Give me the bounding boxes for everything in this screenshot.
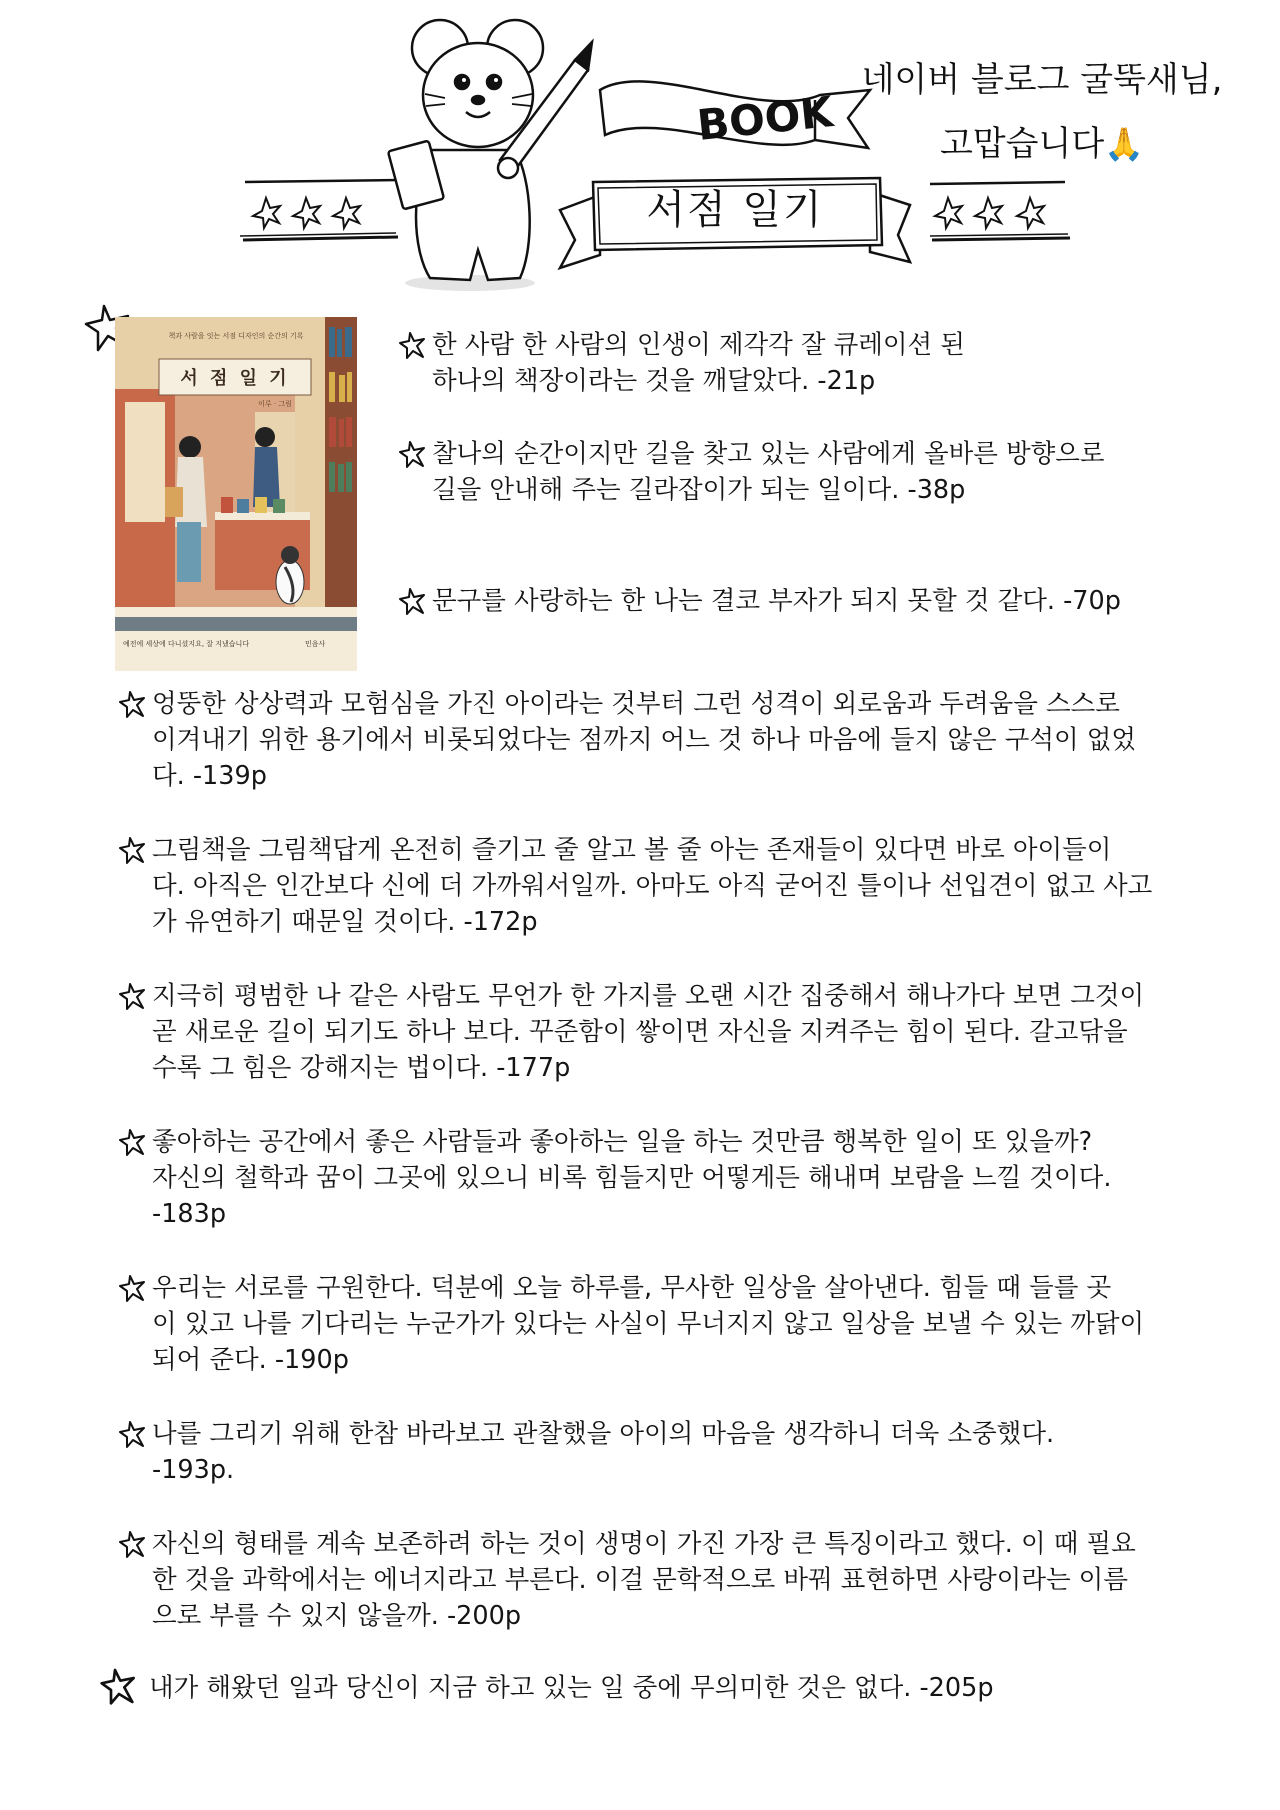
star-bullet-icon xyxy=(398,330,428,360)
cover-footer: 예전에 세상에 다니셨지요, 잘 지냈습니다 xyxy=(123,640,250,648)
quote-line: 다. -139p xyxy=(152,761,267,791)
star-bullet-icon xyxy=(99,1666,139,1706)
star-bullet-icon xyxy=(118,1529,148,1559)
quote-line: 엉뚱한 상상력과 모험심을 가진 아이라는 것부터 그런 성격이 외로움과 두려움을 스스로 xyxy=(152,689,1120,719)
cover-subtitle: 책과 사람을 잇는 서점 디자인의 순간의 기록 xyxy=(168,332,304,340)
star-bullet-icon xyxy=(118,689,148,719)
book-ribbon-text: BOOK xyxy=(694,87,836,150)
star-bullet-icon xyxy=(398,439,428,469)
page-title: 서점 일기 xyxy=(646,187,824,233)
quote-line: 나를 그리기 위해 한참 바라보고 관찰했을 아이의 마음을 생각하니 더욱 소중했다. xyxy=(152,1419,1055,1449)
star-bullet-icon xyxy=(118,1127,148,1157)
cover-publisher: 민음사 xyxy=(305,640,326,648)
quote-item xyxy=(118,1270,1228,1378)
quote-line: 내가 해왔던 일과 당신이 지금 하고 있는 일 중에 무의미한 것은 없다. -205p xyxy=(149,1673,994,1703)
quote-item xyxy=(118,686,1228,794)
book-cover-image xyxy=(115,317,357,671)
quote-item xyxy=(118,832,1228,940)
quote-line: 하나의 책장이라는 것을 깨달았다. -21p xyxy=(432,366,876,396)
left-star-strip xyxy=(240,180,400,240)
quote-item xyxy=(398,436,1248,508)
page-header xyxy=(0,0,1280,300)
mouse-mascot-icon xyxy=(388,20,592,291)
quote-line: 이겨내기 위한 용기에서 비롯되었다는 점까지 어느 것 하나 마음에 들지 않은 구석이 없었 xyxy=(152,725,1137,755)
cover-author: 이루 · 그림 xyxy=(258,400,292,408)
quote-line: 찰나의 순간이지만 길을 찾고 있는 사람에게 올바른 방향으로 xyxy=(432,439,1105,469)
cover-title: 서 점 일 기 xyxy=(180,368,290,389)
quote-line: 길을 안내해 주는 길라잡이가 되는 일이다. -38p xyxy=(432,475,966,505)
star-bullet-icon xyxy=(398,586,428,616)
star-bullet-icon xyxy=(118,835,148,865)
thanks-line-1: 네이버 블로그 굴뚝새님, xyxy=(861,60,1223,100)
quote-item xyxy=(118,1526,1228,1634)
quote-line: 한 사람 한 사람의 인생이 제각각 잘 큐레이션 된 xyxy=(432,330,965,360)
quote-line: 지극히 평범한 나 같은 사람도 무언가 한 가지를 오랜 시간 집중해서 해나가다 보면 그것이 xyxy=(152,981,1145,1011)
thanks-note xyxy=(852,48,1232,176)
quote-line: 자신의 철학과 꿈이 그곳에 있으니 비록 힘들지만 어떻게든 해내며 보람을 느낄 것이다. xyxy=(152,1163,1112,1193)
quote-item xyxy=(118,1416,1228,1488)
thanks-text: 고맙습니다 xyxy=(939,124,1105,164)
quote-line: 한 것을 과학에서는 에너지라고 부른다. 이걸 문학적으로 바꿔 표현하면 사랑이라는 이름 xyxy=(152,1565,1128,1595)
quote-item xyxy=(398,583,1248,619)
right-star-strip xyxy=(930,182,1070,240)
quote-item xyxy=(398,327,1248,399)
star-bullet-icon xyxy=(118,1419,148,1449)
quote-item xyxy=(118,1124,1228,1232)
quote-line: 으로 부를 수 있지 않을까. -200p xyxy=(152,1601,522,1631)
quote-line: 자신의 형태를 계속 보존하려 하는 것이 생명이 가진 가장 큰 특징이라고 했다. 이 때 필요 xyxy=(152,1529,1136,1559)
quote-line: 좋아하는 공간에서 좋은 사람들과 좋아하는 일을 하는 것만큼 행복한 일이 또 있을까? xyxy=(152,1127,1093,1157)
quote-line: 되어 준다. -190p xyxy=(152,1345,349,1375)
quote-line: 곧 새로운 길이 되기도 하나 보다. 꾸준함이 쌓이면 자신을 지켜주는 힘이 된다. 갈고닦을 xyxy=(152,1017,1128,1047)
star-bullet-icon xyxy=(118,1273,148,1303)
quote-line: -193p. xyxy=(152,1455,235,1485)
thanks-line-2 xyxy=(852,112,1232,176)
quote-line: 이 있고 나를 기다리는 누군가가 있다는 사실이 무너지지 않고 일상을 보낼 수 있는 까닭이 xyxy=(152,1309,1145,1339)
star-bullet-icon xyxy=(118,981,148,1011)
quote-line: 다. 아직은 인간보다 신에 더 가까워서일까. 아마도 아직 굳어진 틀이나 선입견이 없고 사고 xyxy=(152,871,1153,901)
quote-line: 문구를 사랑하는 한 나는 결코 부자가 되지 못할 것 같다. -70p xyxy=(432,586,1121,616)
quote-item xyxy=(103,1670,1213,1706)
praying-hands-icon: 🙏 xyxy=(1104,125,1145,163)
quote-line: 가 유연하기 때문일 것이다. -172p xyxy=(152,907,538,937)
quote-line: 우리는 서로를 구원한다. 덕분에 오늘 하루를, 무사한 일상을 살아낸다. 힘들 때 들를 곳 xyxy=(152,1273,1112,1303)
quote-line: 수록 그 힘은 강해지는 법이다. -177p xyxy=(152,1053,571,1083)
quote-line: 그림책을 그림책답게 온전히 즐기고 줄 알고 볼 줄 아는 존재들이 있다면 바로 아이들이 xyxy=(152,835,1112,865)
quote-line: -183p xyxy=(152,1199,227,1229)
quote-item xyxy=(118,978,1228,1086)
